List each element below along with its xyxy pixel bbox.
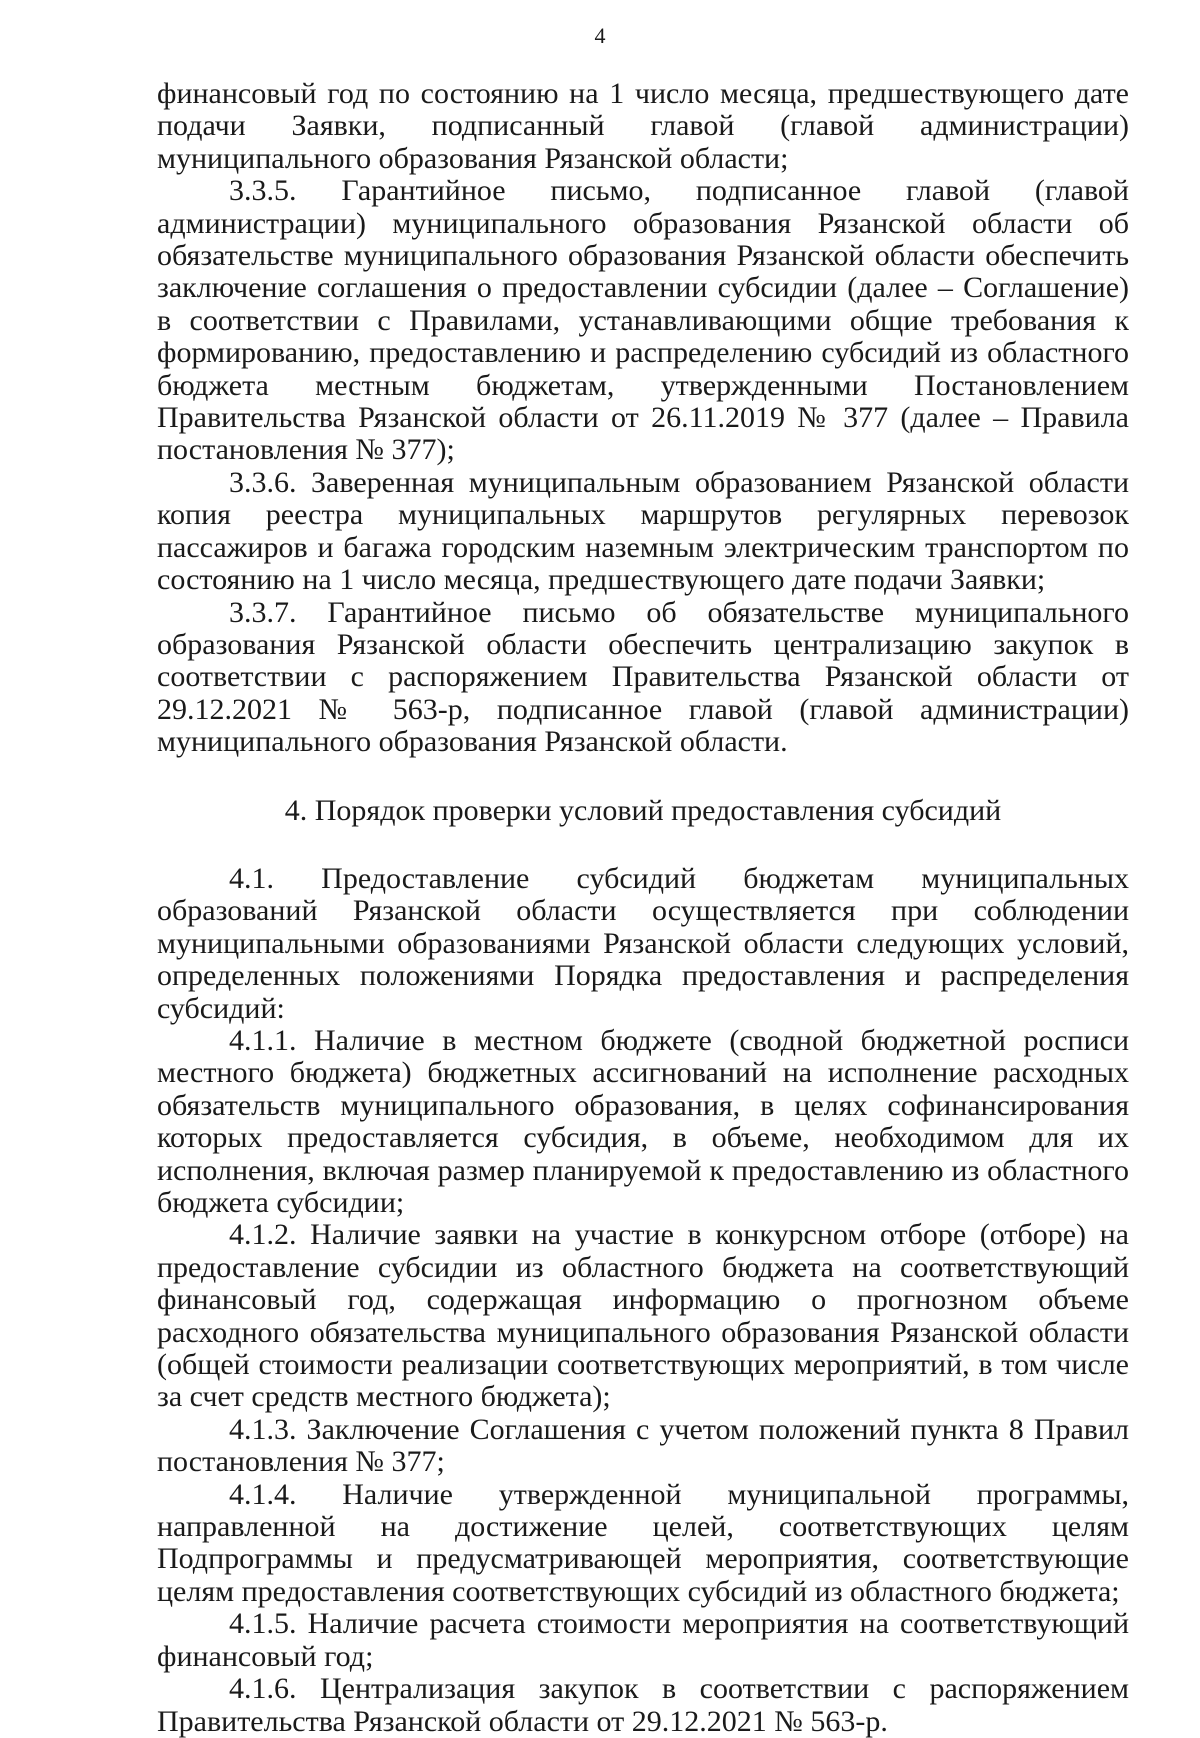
section-4-title: 4. Порядок проверки условий предоставления субсидий	[284, 793, 1002, 827]
paragraph-3-3-4-continuation: финансовый год по состоянию на 1 число месяца, предшествующего дате подачи Заявки, подписанный главой (главой администрации) муниципального образования Рязанской области;	[157, 77, 1129, 175]
paragraph-4-1-6: 4.1.6. Централизация закупок в соответствии с распоряжением Правительства Рязанской области от 29.12.2021 № 563-р.	[157, 1672, 1129, 1738]
paragraph-4-1-4: 4.1.4. Наличие утвержденной муниципальной программы, направленной на достижение целей, соответствующих целям Подпрограммы и предусматривающей мероприятия, соответствующие целям предоставления соответствующих субсидий из областного бюджета;	[157, 1477, 1129, 1608]
paragraph-4-1-2: 4.1.2. Наличие заявки на участие в конкурсном отборе (отборе) на предоставление субсидии из областного бюджета на соответствующий финансовый год, содержащая информацию о прогнозном объеме расходного обязательства муниципального образования Рязанской области (общей стоимости реализации соответствующих мероприятий, в том числе за счет средств местного бюджета);	[157, 1218, 1129, 1414]
document-body	[157, 78, 1129, 1738]
paragraph-4-1: 4.1. Предоставление субсидий бюджетам муниципальных образований Рязанской области осуществляется при соблюдении муниципальными образованиями Рязанской области следующих условий, определенных положениями Порядка предоставления и распределения субсидий:	[157, 861, 1129, 1025]
paragraph-3-3-6: 3.3.6. Заверенная муниципальным образованием Рязанской области копия реестра муниципальных маршрутов регулярных перевозок пассажиров и багажа городским наземным электрическим транспортом по состоянию на 1 число месяца, предшествующего дате подачи Заявки;	[157, 465, 1129, 597]
page-number: 4	[594, 23, 606, 48]
paragraph-4-1-1: 4.1.1. Наличие в местном бюджете (сводной бюджетной росписи местного бюджета) бюджетных ассигнований на исполнение расходных обязательств муниципального образования, в целях софинансирования которых предоставляется субсидия, в объеме, необходимом для их исполнения, включая размер планируемой к предоставлению из областного бюджета субсидии;	[157, 1023, 1129, 1219]
paragraph-4-1-5: 4.1.5. Наличие расчета стоимости мероприятия на соответствующий финансовый год;	[157, 1607, 1129, 1673]
paragraph-4-1-3: 4.1.3. Заключение Соглашения с учетом положений пункта 8 Правил постановления № 377;	[157, 1412, 1129, 1479]
paragraph-3-3-5: 3.3.5. Гарантийное письмо, подписанное главой (главой администрации) муниципального образования Рязанской области об обязательстве муниципального образования Рязанской области обеспечить заключение соглашения о предоставлении субсидии (далее – Соглашение) в соответствии с Правилами, устанавливающими общие требования к формированию, предоставлению и распределению субсидий из областного бюджета местным бюджетам, утвержденными Постановлением Правительства Рязанской области от 26.11.2019 № 377 (далее – Правила постановления № 377);	[157, 174, 1129, 467]
paragraph-3-3-7: 3.3.7. Гарантийное письмо об обязательстве муниципального образования Рязанской области обеспечить централизацию закупок в соответствии с распоряжением Правительства Рязанской области от 29.12.2021 № 563-р, подписанное главой (главой администрации) муниципального образования Рязанской области.	[157, 595, 1129, 759]
